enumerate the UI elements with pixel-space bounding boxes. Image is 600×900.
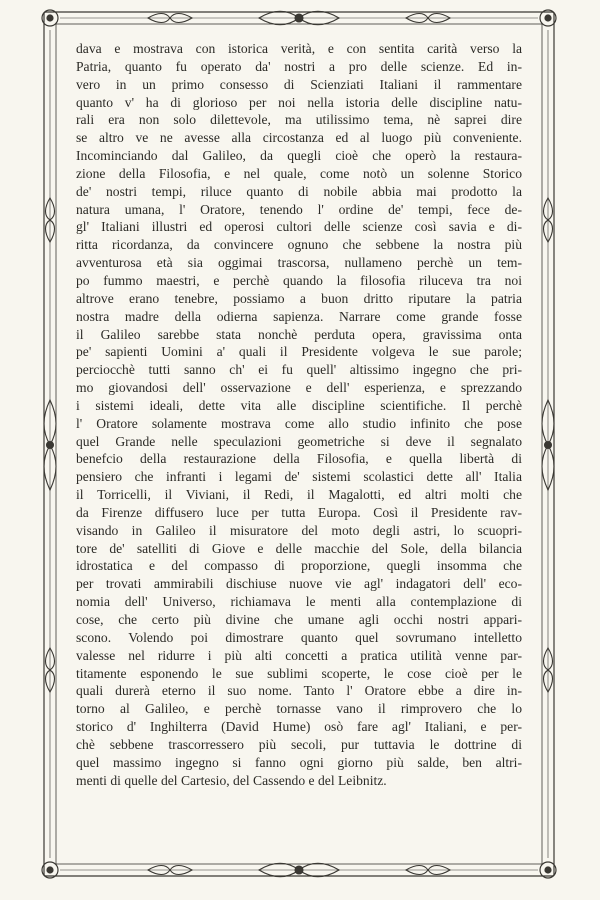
text-line: se altro ve ne avesse alla circostanza ed al luogo più conveniente. xyxy=(76,130,522,146)
text-line: dava e mostrava con istorica verità, e con sentita carità verso la xyxy=(76,41,522,56)
text-line: il Torricelli, il Viviani, il Redi, il Magalotti, ed altri molti che xyxy=(76,487,522,503)
text-line: quali durerà eterno il suo nome. Tanto l' Oratore ebbe a dire in- xyxy=(76,683,522,699)
text-line: vero in un primo consesso di Scienziati Italiani il rammentare xyxy=(76,76,522,92)
text-line: altrove erano tenebre, possiamo a buon dritto riputare la patria xyxy=(76,290,522,306)
text-line: torno al Galileo, e perchè tornasse vano il rimprovero che lo xyxy=(76,701,522,717)
text-line: valesse nel ridurre i più alti concetti a pratica utilità venne par- xyxy=(76,647,522,663)
text-line: Incominciando dal Galileo, da quegli cioè che operò la restaura- xyxy=(76,148,522,164)
text-line: zione della Filosofia, e nel quale, come notò un solenne Storico xyxy=(76,165,522,181)
text-line: l' Oratore solamente mostrava come allo studio infinito che pose xyxy=(76,415,522,431)
text-line: pe' sapienti Uomini a' quali il Presidente volgeva le sue parole; xyxy=(76,344,522,360)
text-line: per trovati ammirabili dischiuse nuove vie agl' indagatori dell' eco- xyxy=(76,576,522,592)
text-line: tore de' satelliti di Giove e delle macchie del Sole, della bilancia xyxy=(76,540,522,556)
text-line: nostra madre della odierna sapienza. Narrare come grande fosse xyxy=(76,308,522,324)
text-line: nomia dell' Universo, richiamava le menti alla contemplazione di xyxy=(76,594,522,610)
text-line: de' nostri tempi, riluce quanto di nobile abbia mai prodotto la xyxy=(76,183,522,199)
text-line: chè sebbene trascorressero più secoli, pur tuttavia le dottrine di xyxy=(76,736,522,752)
text-line: po fummo maestri, e perchè quando la filosofia riluceva tra noi xyxy=(76,272,522,288)
text-line: benefcio della restaurazione della Filosofia, e quella libertà di xyxy=(76,451,522,467)
text-line: natura umana, l' Oratore, tenendo l' ordine de' tempi, fece de- xyxy=(76,201,522,217)
text-line: quel Grande nelle speculazioni geometriche si deve il segnalato xyxy=(76,433,522,449)
text-line: gl' Italiani illustri ed operosi cultori delle scienze così savia e di- xyxy=(76,219,522,235)
text-line: da Firenze diffusero luce per tutta Europa. Così il Presidente rav- xyxy=(76,504,522,520)
text-line: scono. Volendo poi dimostrare quanto quel sovrumano intelletto xyxy=(76,629,522,645)
text-line: menti di quelle del Cartesio, del Cassendo e del Leibnitz. xyxy=(76,772,387,788)
text-line: quel massimo ingegno si fanno ogni giorno più salde, ben altri- xyxy=(76,754,522,770)
text-line: avventurosa età sia oggimai trascorsa, nullameno perchè un tem- xyxy=(76,255,522,271)
text-line: storico d' Inghilterra (David Hume) osò fare agl' Italiani, e per- xyxy=(76,719,522,735)
text-line: quanto v' ha di glorioso per noi nella istoria delle discipline natu- xyxy=(76,94,522,110)
text-line: i sistemi ideali, dette vita alle discipline scientifiche. Il perchè xyxy=(76,397,522,413)
text-line: il Galileo sarebbe stata nonchè perduta opera, gravissima onta xyxy=(76,326,522,342)
text-line: visando in Galileo il misuratore del moto degli astri, lo scuopri- xyxy=(76,522,522,538)
text-line: ritta ricordanza, da convincere ognuno che sebbene la nostra più xyxy=(76,237,522,253)
text-line: mo giovandosi dell' osservazione e dell' esperienza, e sprezzando xyxy=(76,380,522,396)
text-line: Patria, quanto fu operato da' nostri a pro delle scienze. Ed in- xyxy=(76,58,522,74)
text-line: pensiero che infranti i legami de' sistemi scolastici dette all' Italia xyxy=(76,469,522,485)
text-line: perciocchè tutti sanno ch' ei fu quell' altissimo ingegno che pri- xyxy=(76,362,522,378)
body-text xyxy=(76,40,522,789)
text-line: idrostatica e del compasso di proporzione, quegli insomma che xyxy=(76,558,522,574)
text-line: titamente esponendo le sue sublimi scoperte, le cose cioè per le xyxy=(76,665,522,681)
text-line: cose, che certo più divine che umane agli occhi nostri appari- xyxy=(76,612,522,627)
text-line: rali era non solo dilettevole, ma utilissimo tema, nè saprei dire xyxy=(76,112,522,128)
